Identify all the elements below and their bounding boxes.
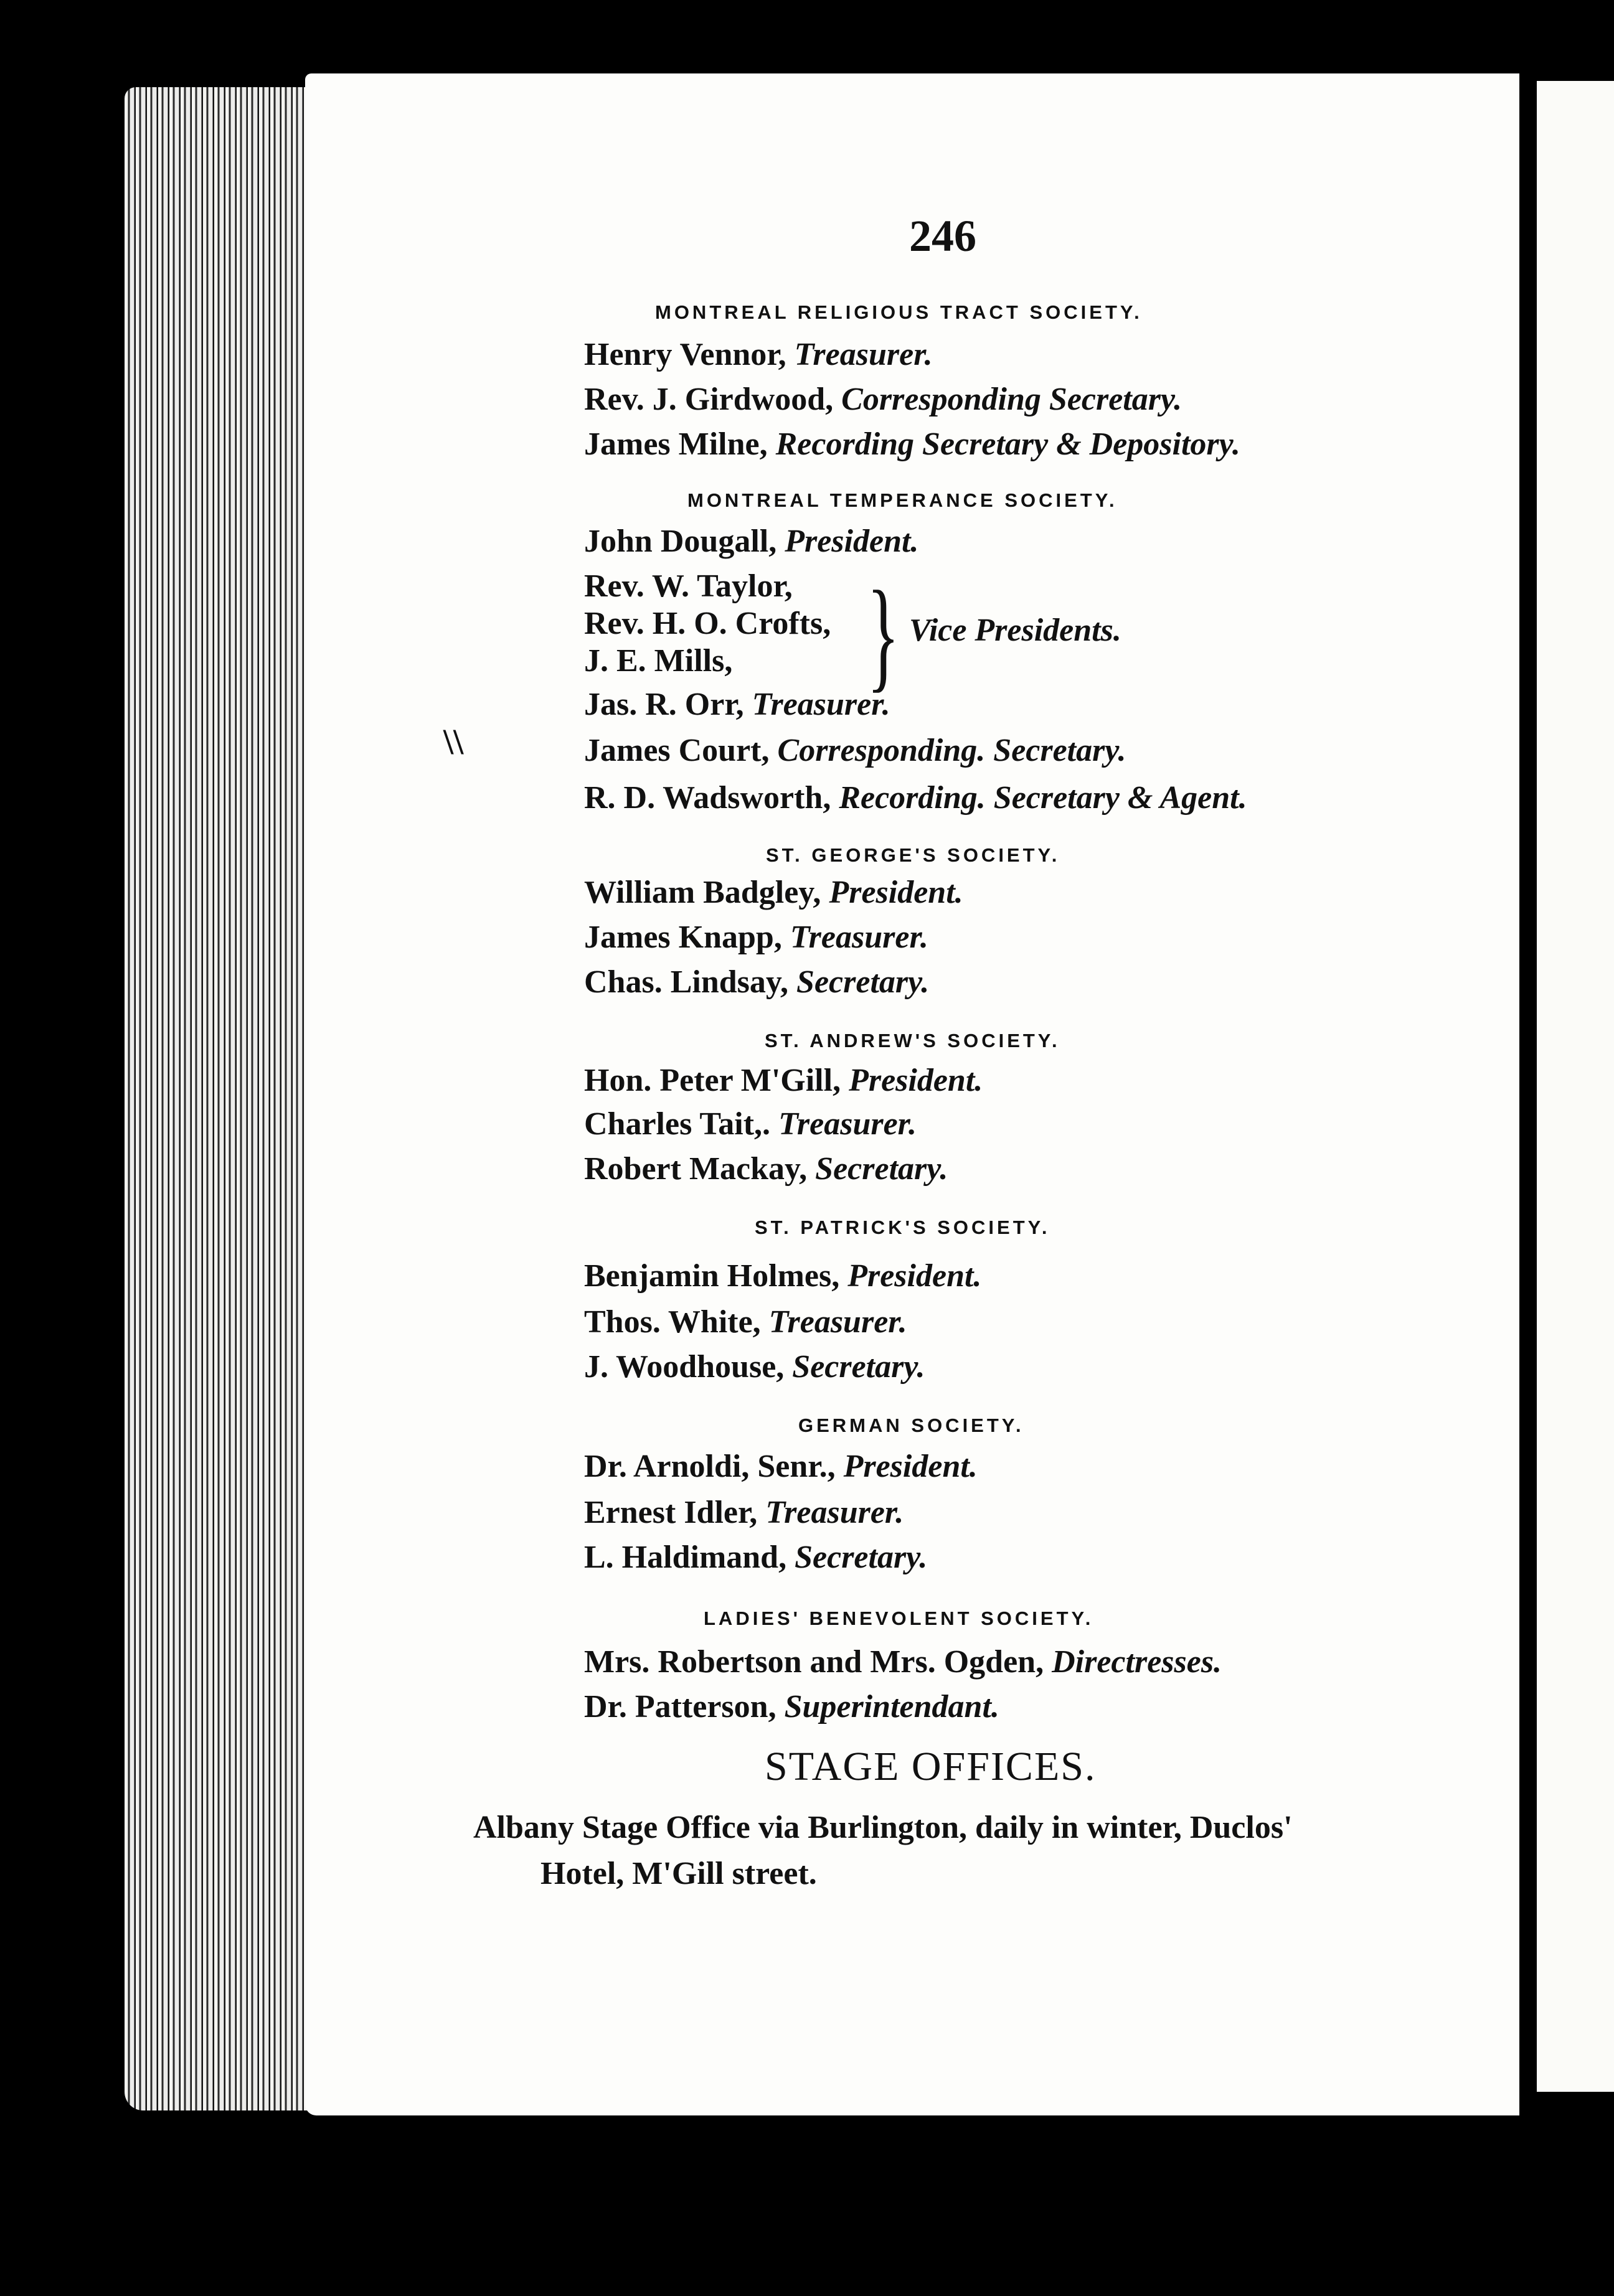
society-heading: MONTREAL TEMPERANCE SOCIETY.: [687, 489, 1118, 511]
society-heading: ST. ANDREW'S SOCIETY.: [765, 1030, 1060, 1052]
member-name: Benjamin Holmes,: [584, 1258, 840, 1294]
member-role: Secretary.: [815, 1151, 948, 1187]
member-role: President.: [843, 1449, 978, 1484]
member-role: Superintendant.: [784, 1689, 999, 1724]
member-name: Dr. Arnoldi, Senr.,: [584, 1449, 836, 1484]
member-entry: [584, 336, 933, 373]
member-name: R. D. Wadsworth,: [584, 780, 831, 816]
society-heading: ST. GEORGE'S SOCIETY.: [766, 844, 1060, 866]
member-role: President.: [849, 1063, 983, 1098]
member-entry: [584, 779, 1247, 816]
member-entry: [584, 732, 1126, 769]
member-name: Rev. W. Taylor,: [584, 568, 793, 604]
member-entry: [584, 642, 732, 679]
member-entry: [584, 874, 963, 911]
member-entry: [584, 1304, 907, 1340]
member-name: Rev. H. O. Crofts,: [584, 606, 831, 641]
member-role: Corresponding Secretary.: [841, 382, 1182, 417]
member-entry: [584, 1106, 917, 1142]
member-role: Directresses.: [1052, 1644, 1222, 1680]
member-name: L. Haldimand,: [584, 1540, 787, 1575]
member-name: Hon. Peter M'Gill,: [584, 1063, 841, 1098]
member-entry: [584, 964, 929, 1000]
member-name: James Milne,: [584, 426, 768, 462]
member-name: Chas. Lindsay,: [584, 964, 789, 1000]
society-heading: MONTREAL RELIGIOUS TRACT SOCIETY.: [655, 301, 1143, 323]
member-name: J. E. Mills,: [584, 643, 733, 679]
stage-office-line: Hotel, M'Gill street.: [540, 1856, 817, 1891]
member-name: Ernest Idler,: [584, 1495, 758, 1530]
member-name: J. Woodhouse,: [584, 1349, 785, 1385]
member-role: President.: [829, 875, 963, 910]
page-number: 246: [909, 211, 976, 261]
member-entry: [584, 1494, 904, 1531]
member-entry: [584, 1644, 1222, 1680]
member-role: Recording. Secretary & Agent.: [839, 780, 1247, 816]
member-role: Treasurer.: [794, 337, 933, 372]
member-role: President.: [785, 524, 919, 559]
member-entry: [584, 1539, 927, 1576]
member-entry: [584, 426, 1240, 463]
member-entry: [584, 1688, 999, 1725]
member-entry: [584, 1258, 981, 1294]
member-role: Secretary.: [796, 964, 930, 1000]
member-name: Henry Vennor,: [584, 337, 786, 372]
member-role: Treasurer.: [768, 1304, 907, 1340]
member-role: President.: [847, 1258, 982, 1294]
member-role: Treasurer.: [752, 687, 890, 722]
member-entry: [584, 686, 890, 723]
society-heading: ST. PATRICK'S SOCIETY.: [755, 1216, 1050, 1238]
member-name: Jas. R. Orr,: [584, 687, 744, 722]
member-name: James Court,: [584, 733, 770, 768]
member-name: William Badgley,: [584, 875, 821, 910]
member-entry: [584, 1062, 983, 1099]
member-entry: [584, 568, 793, 605]
member-entry: [584, 523, 918, 560]
member-name: Mrs. Robertson and Mrs. Ogden,: [584, 1644, 1044, 1680]
curly-brace: }: [867, 566, 900, 703]
member-role: Corresponding. Secretary.: [777, 733, 1126, 768]
member-role: Treasurer.: [790, 920, 928, 955]
margin-annotation: \\: [443, 722, 464, 762]
member-name: Charles Tait,.: [584, 1106, 771, 1142]
member-role: Secretary.: [795, 1540, 928, 1575]
member-name: Robert Mackay,: [584, 1151, 808, 1187]
member-entry: [584, 919, 928, 956]
group-role: Vice Presidents.: [909, 613, 1121, 648]
stage-office-line: Albany Stage Office via Burlington, daily in winter, Duclos': [473, 1810, 1293, 1845]
member-name: Dr. Patterson,: [584, 1689, 776, 1724]
member-role: Secretary.: [792, 1349, 925, 1385]
society-heading: LADIES' BENEVOLENT SOCIETY.: [704, 1607, 1094, 1629]
member-name: Rev. J. Girdwood,: [584, 382, 834, 417]
member-name: James Knapp,: [584, 920, 782, 955]
member-role: Treasurer.: [778, 1106, 917, 1142]
member-name: Thos. White,: [584, 1304, 761, 1340]
member-entry: [584, 605, 831, 642]
member-role: Treasurer.: [765, 1495, 904, 1530]
member-entry: [584, 381, 1182, 418]
member-entry: [584, 1150, 948, 1187]
member-entry: [584, 1448, 978, 1485]
society-heading: GERMAN SOCIETY.: [798, 1414, 1024, 1436]
member-name: John Dougall,: [584, 524, 777, 559]
member-role: Recording Secretary & Depository.: [775, 426, 1240, 462]
member-entry: [584, 1348, 925, 1385]
section-title: STAGE OFFICES.: [765, 1744, 1097, 1789]
